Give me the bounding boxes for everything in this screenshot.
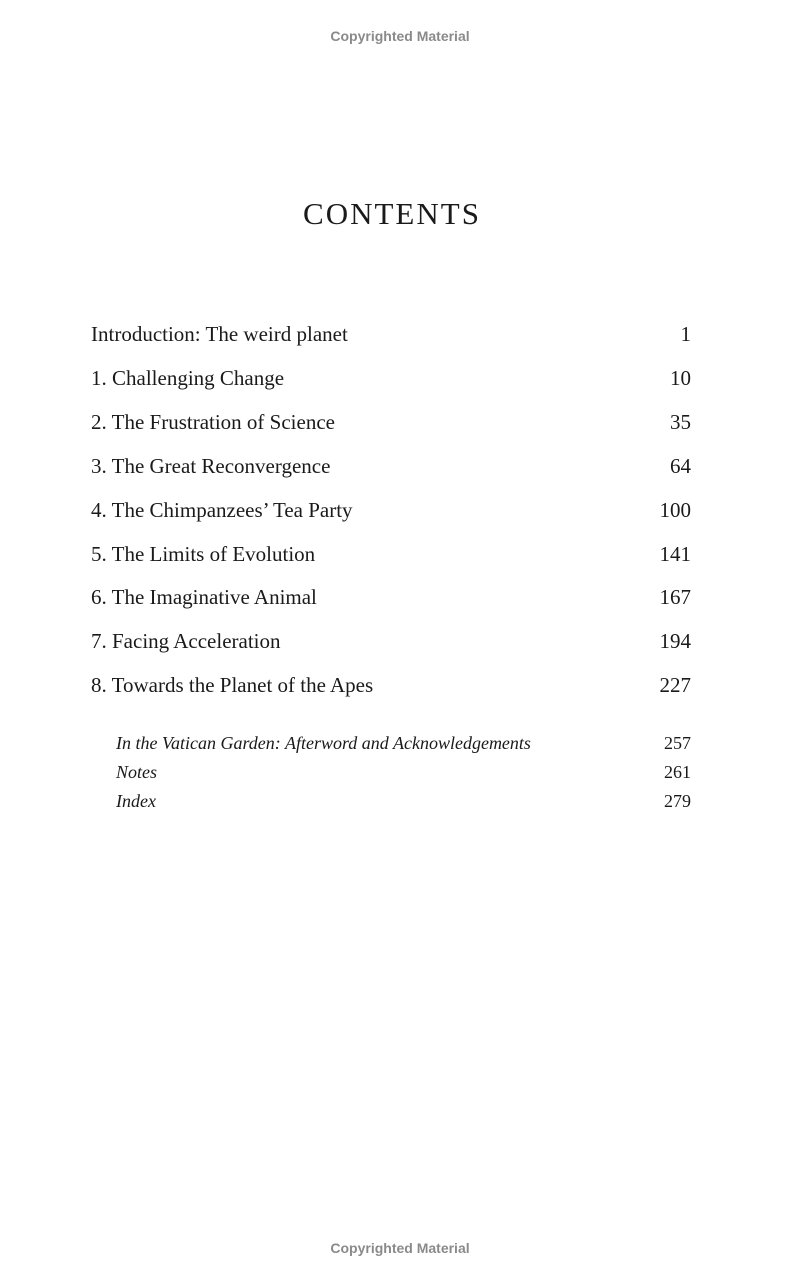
entry-page: 227 [659, 673, 691, 698]
toc-entry [91, 542, 691, 567]
toc-entry [91, 498, 691, 523]
entry-page: 10 [670, 365, 691, 390]
toc-entry [91, 454, 691, 479]
toc-entry [116, 791, 691, 812]
toc-entry [91, 322, 691, 347]
entry-page: 35 [670, 409, 691, 434]
entry-page: 279 [664, 791, 691, 811]
toc-entry [91, 673, 691, 698]
entry-page: 257 [664, 733, 691, 753]
entry-label: 6. The Imaginative Animal [91, 585, 317, 610]
entry-page: 64 [670, 453, 691, 478]
entry-page: 261 [664, 762, 691, 782]
page-title: CONTENTS [303, 196, 481, 231]
toc-entry [91, 585, 691, 610]
toc-entry [91, 366, 691, 391]
entry-page: 141 [659, 541, 691, 566]
entry-label: 3. The Great Reconvergence [91, 453, 331, 478]
toc-entry [116, 733, 691, 754]
entry-label: Notes [116, 762, 158, 782]
toc-entry [91, 629, 691, 654]
entry-page: 167 [659, 585, 691, 610]
entry-label: 8. Towards the Planet of the Apes [91, 673, 374, 698]
toc-entry [91, 410, 691, 435]
entry-label: 5. The Limits of Evolution [91, 541, 316, 566]
watermark-bottom: Copyrighted Material [330, 1240, 470, 1256]
entry-label: 4. The Chimpanzees’ Tea Party [91, 497, 353, 522]
entry-label: In the Vatican Garden: Afterword and Acknowledgements [116, 733, 531, 753]
watermark-top: Copyrighted Material [330, 28, 470, 44]
entry-page: 1 [680, 322, 691, 346]
entry-page: 100 [659, 497, 691, 522]
entry-page: 194 [659, 629, 691, 654]
entry-label: Index [116, 791, 156, 811]
toc-entry [116, 762, 691, 783]
entry-label: 2. The Frustration of Science [91, 409, 335, 434]
entry-label: Introduction: The weird planet [91, 322, 348, 346]
entry-label: 1. Challenging Change [91, 365, 285, 390]
entry-label: 7. Facing Acceleration [91, 629, 281, 654]
